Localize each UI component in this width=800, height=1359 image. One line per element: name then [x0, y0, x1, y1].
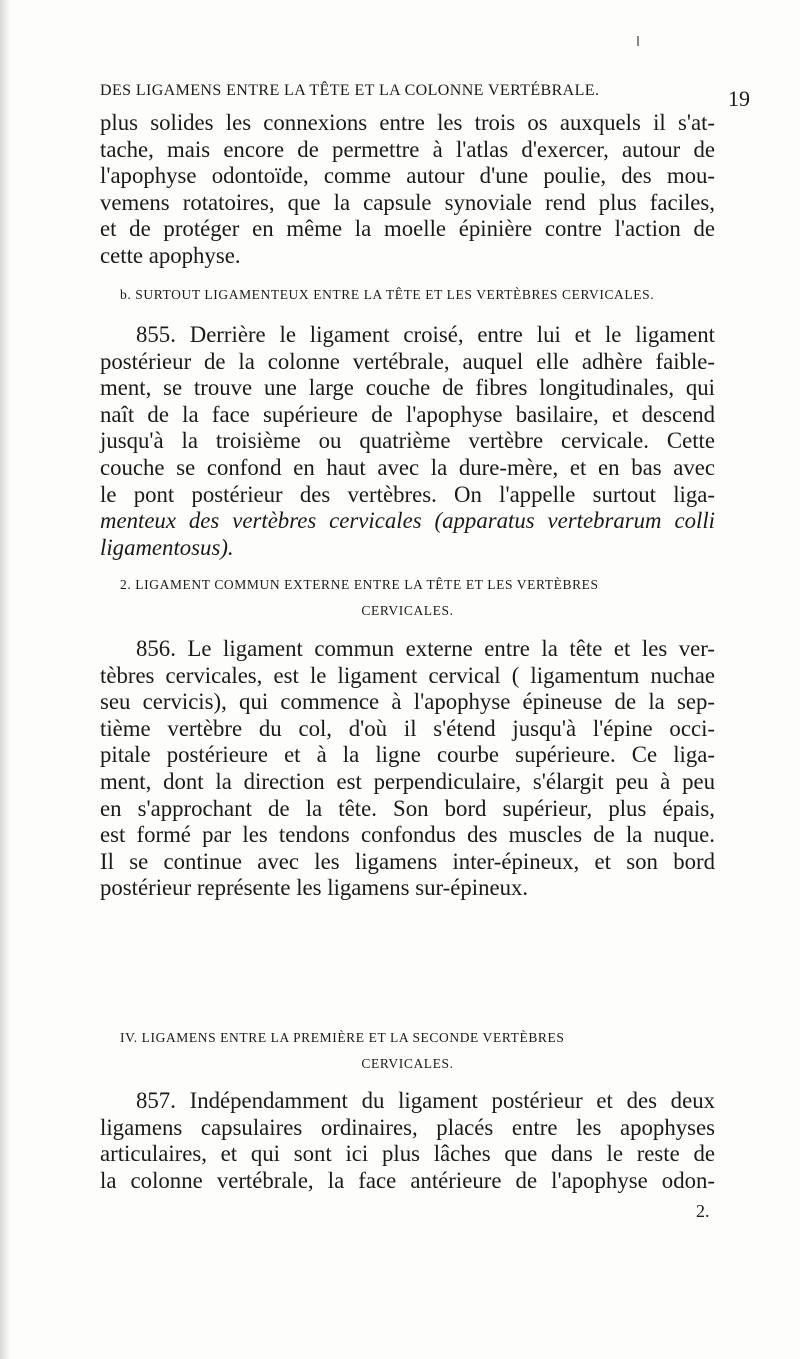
text-line: l'apophyse odontoïde, comme autour d'une poulie, des mou- — [100, 163, 715, 189]
text-line: tèbres cervicales, est le ligament cervical ( ligamentum nuchae — [100, 662, 715, 688]
text-line: naît de la face supérieure de l'apophyse basilaire, et descend — [100, 401, 715, 427]
text-line: menteux des vertèbres cervicales (apparatus vertebrarum colli — [100, 508, 715, 534]
text-line: pitale postérieure et à la ligne courbe supérieure. Ce liga- — [100, 742, 715, 768]
text-line: vemens rotatoires, que la capsule synoviale rend plus faciles, — [100, 189, 715, 215]
text-line: articulaires, et qui sont ici plus lâches que dans le reste de — [100, 1141, 715, 1167]
page-number: 19 — [728, 86, 750, 111]
text-line: seu cervicis), qui commence à l'apophyse épineuse de la sep- — [100, 689, 715, 715]
paragraph-top — [100, 110, 715, 270]
text-line: et de protéger en même la moelle épinière contre l'action de — [100, 216, 715, 242]
binding-shadow — [0, 0, 10, 1359]
text-line: est formé par les tendons confondus des muscles de la nuque. — [100, 822, 715, 848]
text-line: tache, mais encore de permettre à l'atlas d'exercer, autour de — [100, 136, 715, 162]
section-heading-IV: IV. LIGAMENS ENTRE LA PREMIÈRE ET LA SECONDE VERTÈBRES — [120, 1030, 565, 1045]
signature-mark: 2. — [696, 1201, 710, 1221]
text-line: ligamens capsulaires ordinaires, placés entre les apophyses — [100, 1114, 715, 1140]
text-line: postérieur représente les ligamens sur-épineux. — [100, 875, 529, 901]
section-heading-b: b. SURTOUT LIGAMENTEUX ENTRE LA TÊTE ET LES VERTÈBRES CERVICALES. — [120, 287, 655, 302]
text-line: 856. Le ligament commun externe entre la tête et les ver- — [136, 636, 715, 661]
text-line: plus solides les connexions entre les trois os auxquels il s'at- — [100, 110, 715, 135]
text-line: ment, dont la direction est perpendiculaire, s'élargit peu à peu — [100, 768, 715, 794]
text-line: jusqu'à la troisième ou quatrième vertèbre cervicale. Cette — [100, 428, 715, 454]
text-line: Il se continue avec les ligamens inter-épineux, et son bord — [100, 848, 715, 874]
text-line: tième vertèbre du col, d'où il s'étend jusqu'à l'épine occi- — [100, 715, 715, 741]
running-head: DES LIGAMENS ENTRE LA TÊTE ET LA COLONNE VERTÉBRALE. — [100, 82, 600, 99]
text-line: ligamentosus). — [100, 534, 234, 560]
text-line: la colonne vertébrale, la face antérieure de l'apophyse odon- — [100, 1167, 715, 1193]
text-line: 855. Derrière le ligament croisé, entre lui et le ligament — [136, 322, 715, 347]
paragraph-855 — [100, 322, 715, 561]
text-line: postérieur de la colonne vertébrale, auquel elle adhère faible- — [100, 348, 715, 374]
paragraph-856 — [100, 636, 715, 902]
section-heading-2-cont: CERVICALES. — [361, 603, 454, 618]
text-line: cette apophyse. — [100, 242, 241, 268]
text-line: le pont postérieur des vertèbres. On l'appelle surtout liga- — [100, 481, 715, 507]
text-line: ment, se trouve une large couche de fibres longitudinales, qui — [100, 375, 715, 401]
section-heading-IV-cont: CERVICALES. — [361, 1056, 454, 1071]
margin-tick — [637, 36, 639, 46]
text-line: couche se confond en haut avec la dure-mère, et en bas avec — [100, 454, 715, 480]
text-line: 857. Indépendamment du ligament postérieur et des deux — [136, 1088, 715, 1113]
text-line: en s'approchant de la tête. Son bord supérieur, plus épais, — [100, 795, 715, 821]
paragraph-857 — [100, 1088, 715, 1194]
section-heading-2: 2. LIGAMENT COMMUN EXTERNE ENTRE LA TÊTE ET LES VERTÈBRES — [120, 577, 599, 592]
